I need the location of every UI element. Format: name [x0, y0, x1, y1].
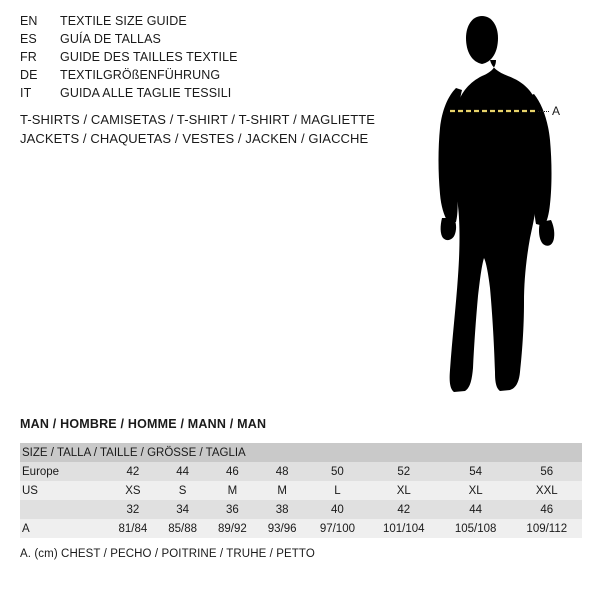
cell: 36 [208, 500, 258, 519]
cell: 105/108 [440, 519, 512, 538]
size-table [20, 443, 582, 538]
cell: 40 [307, 500, 368, 519]
measure-leader-line [538, 111, 549, 112]
cell: 89/92 [208, 519, 258, 538]
row-label-us: US [20, 481, 108, 500]
cell: 52 [368, 462, 440, 481]
language-text: GUÍA DE TALLAS [60, 32, 161, 46]
language-code: ES [20, 32, 37, 46]
cell: 38 [257, 500, 307, 519]
row-label-blank [20, 500, 108, 519]
cell: 44 [440, 500, 512, 519]
cell: 46 [208, 462, 258, 481]
table-row [20, 462, 582, 481]
cell: L [307, 481, 368, 500]
cell: XL [368, 481, 440, 500]
cell: 42 [368, 500, 440, 519]
cell: 109/112 [512, 519, 582, 538]
cell: M [257, 481, 307, 500]
table-row [20, 500, 582, 519]
category-tshirts: T-SHIRTS / CAMISETAS / T-SHIRT / T-SHIRT / MAGLIETTE [20, 112, 376, 127]
cell: 93/96 [257, 519, 307, 538]
cell: XS [108, 481, 158, 500]
cell: 32 [108, 500, 158, 519]
category-jackets: JACKETS / CHAQUETAS / VESTES / JACKEN / GIACCHE [20, 131, 369, 146]
language-row [20, 32, 380, 50]
measure-label-a: A [552, 104, 561, 118]
cell: 34 [158, 500, 208, 519]
language-row [20, 50, 380, 68]
cell: XL [440, 481, 512, 500]
body-silhouette-path [439, 16, 555, 392]
language-code: DE [20, 68, 38, 82]
cell: 46 [512, 500, 582, 519]
cell: XXL [512, 481, 582, 500]
language-text: GUIDE DES TAILLES TEXTILE [60, 50, 238, 64]
language-row [20, 68, 380, 86]
cell: 48 [257, 462, 307, 481]
man-section-heading: MAN / HOMBRE / HOMME / MANN / MAN [20, 417, 267, 431]
row-label-a: A [20, 519, 108, 538]
cell: 85/88 [158, 519, 208, 538]
language-row [20, 14, 380, 32]
table-row [20, 481, 582, 500]
cell: 54 [440, 462, 512, 481]
language-code: IT [20, 86, 32, 100]
row-label-europe: Europe [20, 462, 108, 481]
language-text: TEXTILGRÖßENFÜHRUNG [60, 68, 221, 82]
table-header-row [20, 443, 582, 462]
cell: M [208, 481, 258, 500]
cell: 56 [512, 462, 582, 481]
male-figure-illustration [400, 10, 590, 400]
language-text: GUIDA ALLE TAGLIE TESSILI [60, 86, 232, 100]
cell: 42 [108, 462, 158, 481]
cell: 44 [158, 462, 208, 481]
language-code: FR [20, 50, 37, 64]
cell: 50 [307, 462, 368, 481]
language-code: EN [20, 14, 38, 28]
cell: 97/100 [307, 519, 368, 538]
cell: 101/104 [368, 519, 440, 538]
language-list [20, 14, 380, 104]
table-row [20, 519, 582, 538]
footer-note: A. (cm) CHEST / PECHO / POITRINE / TRUHE / PETTO [20, 548, 315, 560]
language-row [20, 86, 380, 104]
cell: S [158, 481, 208, 500]
garment-categories [20, 110, 420, 148]
cell: 81/84 [108, 519, 158, 538]
language-text: TEXTILE SIZE GUIDE [60, 14, 187, 28]
table-header-label: SIZE / TALLA / TAILLE / GRÖSSE / TAGLIA [20, 443, 582, 462]
